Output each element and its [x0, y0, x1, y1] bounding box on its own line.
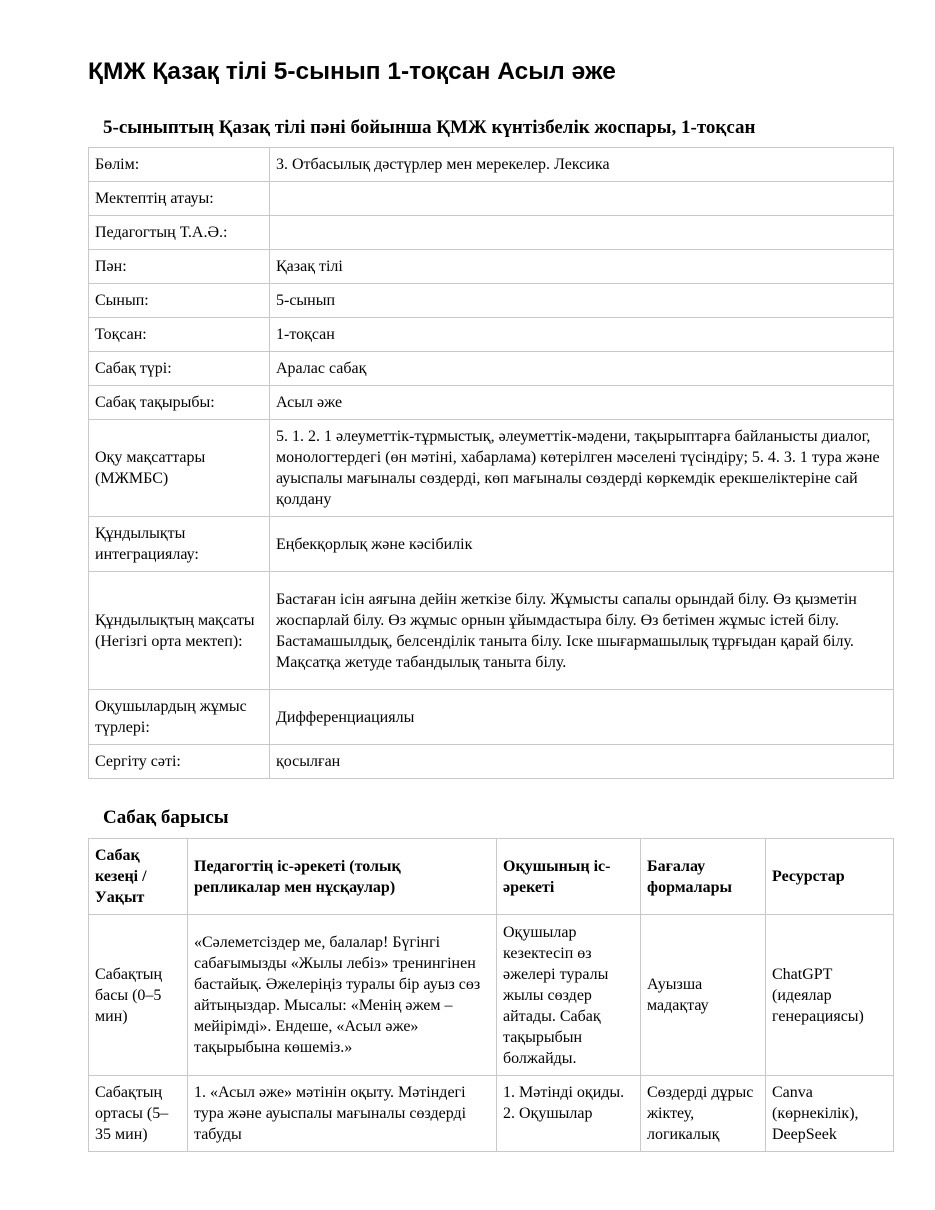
- info-row-section: [89, 148, 894, 182]
- info-row-subject: [89, 250, 894, 284]
- student-activity-cell: 1. Мәтінді оқиды. 2. Оқушылар: [497, 1076, 641, 1152]
- column-header-resources: Ресурстар: [766, 839, 894, 915]
- table-row: [89, 915, 894, 1076]
- info-value: [270, 182, 894, 216]
- assessment-cell: Сөздерді дұрыс жіктеу, логикалық: [641, 1076, 766, 1152]
- info-label: Тоқсан:: [89, 318, 270, 352]
- info-label: Педагогтың Т.А.Ә.:: [89, 216, 270, 250]
- table-row: [89, 1076, 894, 1152]
- column-header-student-activity: Оқушының іс-әрекеті: [497, 839, 641, 915]
- info-row-value-goal: [89, 572, 894, 690]
- teacher-activity-cell: «Сәлеметсіздер ме, балалар! Бүгінгі сабағымызды «Жылы лебіз» тренингінен бастайық. Әжелеріңіз туралы бір ауыз сөз айтыңыздар. Мысалы: «Менің әжем – мейірімді». Ендеше, «Асыл әже» тақырыбына көшеміз.»: [188, 915, 497, 1076]
- info-row-lesson-topic: [89, 386, 894, 420]
- info-label: Мектептің атауы:: [89, 182, 270, 216]
- info-row-lesson-type: [89, 352, 894, 386]
- lesson-progress-heading: Сабақ барысы: [103, 807, 229, 828]
- info-label: Сабақ түрі:: [89, 352, 270, 386]
- info-label: Пән:: [89, 250, 270, 284]
- info-label: Сергіту сәті:: [89, 745, 270, 779]
- info-label: Оқу мақсаттары (МЖМБС): [89, 420, 270, 517]
- resources-cell: Canva (көрнекілік), DeepSeek: [766, 1076, 894, 1152]
- column-header-teacher-activity: Педагогтің іс-әрекеті (толық репликалар мен нұсқаулар): [188, 839, 497, 915]
- lesson-stage-cell: Сабақтың басы (0–5 мин): [89, 915, 188, 1076]
- info-value: Қазақ тілі: [270, 250, 894, 284]
- info-row-grade: [89, 284, 894, 318]
- lesson-stage-cell: Сабақтың ортасы (5–35 мин): [89, 1076, 188, 1152]
- info-label: Бөлім:: [89, 148, 270, 182]
- assessment-cell: Ауызша мадақтау: [641, 915, 766, 1076]
- document-title: ҚМЖ Қазақ тілі 5-сынып 1-тоқсан Асыл әже: [88, 58, 616, 85]
- info-value: Асыл әже: [270, 386, 894, 420]
- info-row-warmup: [89, 745, 894, 779]
- info-value: 5. 1. 2. 1 әлеуметтік-тұрмыстық, әлеуметтік-мәдени, тақырыптарға байланысты диалог, монологтердегі (өн мәтіні, хабарлама) көтерілген мәселені түсіндіру; 5. 4. 3. 1 тура және ауыспалы мағыналы сөздерді, көп мағыналы сөздерді көркемдік ерекшеліктеріне сай қолдану: [270, 420, 894, 517]
- teacher-activity-cell: 1. «Асыл әже» мәтінін оқыту. Мәтіндегі тура және ауыспалы мағыналы сөздерді табуды: [188, 1076, 497, 1152]
- info-value: 3. Отбасылық дәстүрлер мен мерекелер. Лексика: [270, 148, 894, 182]
- info-value: Еңбекқорлық және кәсібилік: [270, 517, 894, 572]
- info-label: Құндылықты интеграциялау:: [89, 517, 270, 572]
- info-row-school: [89, 182, 894, 216]
- info-value: 1-тоқсан: [270, 318, 894, 352]
- lesson-table-header-row: [89, 839, 894, 915]
- info-value: Бастаған ісін аяғына дейін жеткізе білу. Жұмысты сапалы орындай білу. Өз қызметін жоспарлай білу. Өз жұмыс орнын ұйымдастыра білу. Өз бетімен жұмыс істей білу. Бастамашылдық, белсенділік таныта білу. Іске шығармашылық тұрғыдан қарай білу. Мақсатқа жетуде табандылық таныта білу.: [270, 572, 894, 690]
- student-activity-cell: Оқушылар кезектесіп өз әжелері туралы жылы сөздер айтады. Сабақ тақырыбын болжайды.: [497, 915, 641, 1076]
- column-header-stage: Сабақ кезеңі / Уақыт: [89, 839, 188, 915]
- info-label: Оқушылардың жұмыс түрлері:: [89, 690, 270, 745]
- column-header-assessment: Бағалау формалары: [641, 839, 766, 915]
- info-row-teacher: [89, 216, 894, 250]
- resources-cell: ChatGPT (идеялар генерациясы): [766, 915, 894, 1076]
- plan-heading: 5-сыныптың Қазақ тілі пәні бойынша ҚМЖ күнтізбелік жоспары, 1-тоқсан: [103, 117, 756, 138]
- info-value: қосылған: [270, 745, 894, 779]
- lesson-info-table: [88, 147, 894, 779]
- info-label: Сынып:: [89, 284, 270, 318]
- info-label: Құндылықтың мақсаты (Негізгі орта мектеп):: [89, 572, 270, 690]
- info-value: Дифференциациялы: [270, 690, 894, 745]
- info-row-learning-objectives: [89, 420, 894, 517]
- info-row-value-integration: [89, 517, 894, 572]
- info-value: 5-сынып: [270, 284, 894, 318]
- info-label: Сабақ тақырыбы:: [89, 386, 270, 420]
- info-value: [270, 216, 894, 250]
- info-row-work-types: [89, 690, 894, 745]
- info-row-quarter: [89, 318, 894, 352]
- lesson-progress-table: [88, 838, 894, 1152]
- info-value: Аралас сабақ: [270, 352, 894, 386]
